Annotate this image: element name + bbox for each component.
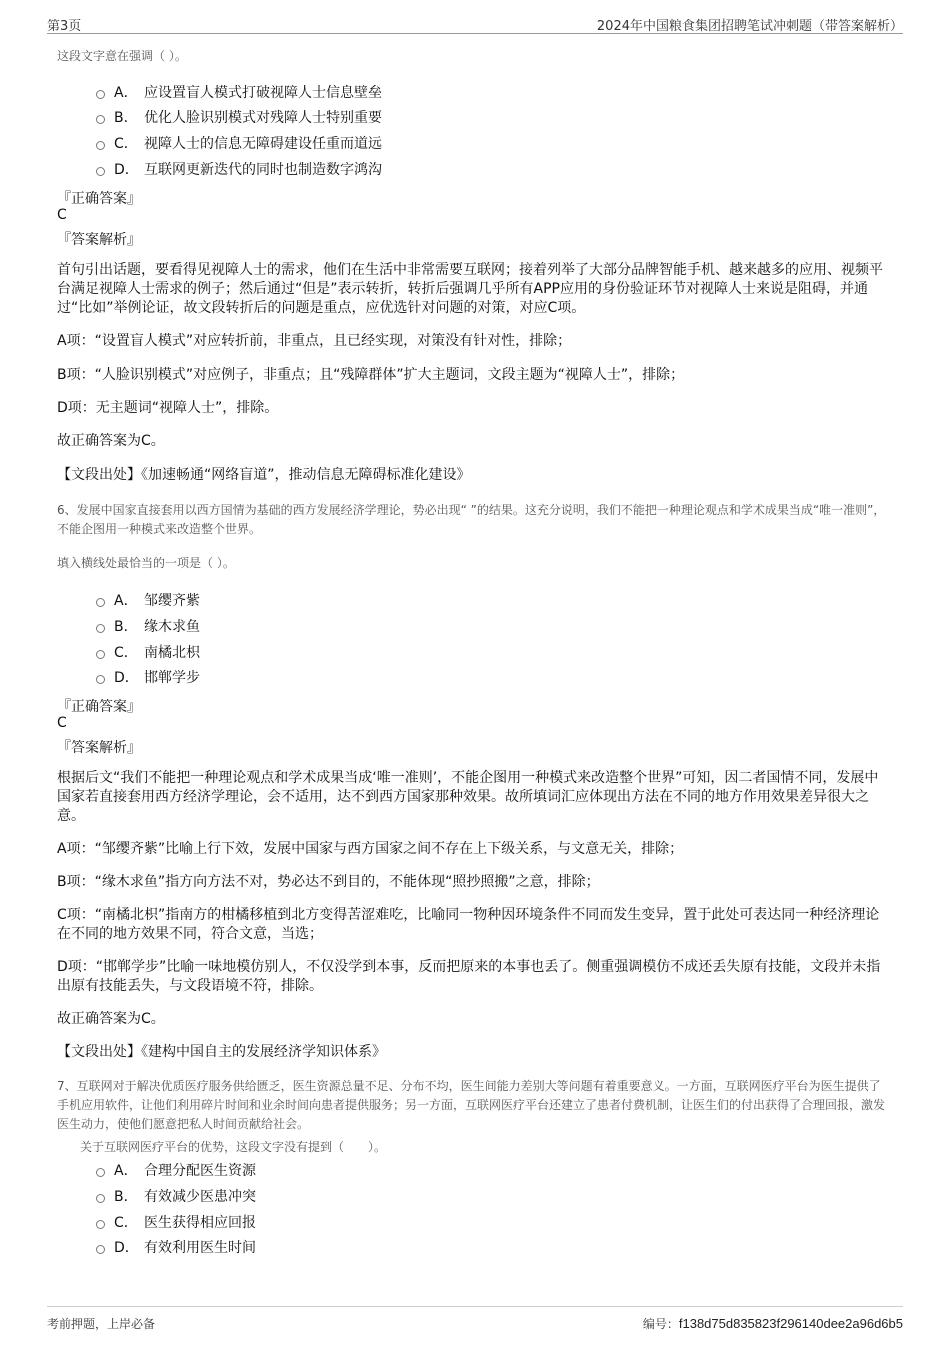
option-letter: C． xyxy=(114,1215,138,1231)
option-letter: D． xyxy=(114,162,139,178)
q5-option-b[interactable] xyxy=(96,107,382,127)
q5-analysis-label: 『答案解析』 xyxy=(57,232,141,248)
option-letter: A． xyxy=(114,1163,138,1179)
q5-answer-label: 『正确答案』 xyxy=(57,191,141,207)
q6-option-d[interactable] xyxy=(96,667,200,687)
code-label: 编号： xyxy=(642,1317,679,1331)
q6-source: 【文段出处】《建构中国自主的发展经济学知识体系》 xyxy=(57,1044,386,1060)
page-footer xyxy=(47,1306,903,1329)
q6-conclusion: 故正确答案为C。 xyxy=(57,1011,165,1027)
footer-code xyxy=(643,1315,903,1332)
q5-answer: C xyxy=(57,207,67,223)
q5-prompt: 这段文字意在强调（ ）。 xyxy=(57,49,187,63)
option-text: 缘木求鱼 xyxy=(144,619,200,635)
option-letter: A． xyxy=(114,85,138,101)
radio-icon[interactable] xyxy=(96,1220,105,1229)
q6-option-b[interactable] xyxy=(96,616,200,636)
option-letter: B． xyxy=(114,110,138,126)
q6-answer: C xyxy=(57,715,67,731)
q6-analysis-c: C项：“南橘北枳”指南方的柑橘移植到北方变得苦涩难吃，比喻同一物种因环境条件不同而发生变异，置于此处可表达同一种经济理论在不同的地方效果不同，符合文意，当选； xyxy=(57,907,880,942)
option-text: 南橘北枳 xyxy=(144,645,200,661)
q6-analysis-label: 『答案解析』 xyxy=(57,740,141,756)
q7-option-a[interactable] xyxy=(96,1160,256,1180)
q6-option-c[interactable] xyxy=(96,642,200,662)
option-letter: D． xyxy=(114,670,139,686)
radio-icon[interactable] xyxy=(96,650,105,659)
q7-stem: 7、互联网对于解决优质医疗服务供给匮乏，医生资源总量不足、分布不均，医生间能力差别大等问题有着重要意义。一方面，互联网医疗平台为医生提供了手机应用软件，让他们利用碎片时间和业余时间向患者提供服务；另一方面，互联网医疗平台还建立了患者付费机制，让医生们的付出获得了合理回报，激发医生动力，使他们愿意把私人时间贡献给社会。 xyxy=(57,1079,886,1131)
radio-icon[interactable] xyxy=(96,624,105,633)
q5-option-d[interactable] xyxy=(96,159,382,179)
option-text: 优化人脸识别模式对残障人士特别重要 xyxy=(144,110,382,126)
radio-icon[interactable] xyxy=(96,1245,105,1254)
option-text: 视障人士的信息无障碍建设任重而道远 xyxy=(144,136,382,152)
footer-slogan: 考前押题，上岸必备 xyxy=(47,1317,156,1331)
radio-icon[interactable] xyxy=(96,90,105,99)
option-letter: D． xyxy=(114,1240,139,1256)
radio-icon[interactable] xyxy=(96,1168,105,1177)
option-text: 互联网更新迭代的同时也制造数字鸿沟 xyxy=(144,162,382,178)
q5-option-a[interactable] xyxy=(96,82,382,102)
option-text: 有效利用医生时间 xyxy=(144,1240,256,1256)
q7-option-c[interactable] xyxy=(96,1212,256,1232)
q6-option-a[interactable] xyxy=(96,590,200,610)
page-header xyxy=(47,11,903,34)
q5-conclusion: 故正确答案为C。 xyxy=(57,433,165,449)
radio-icon[interactable] xyxy=(96,675,105,684)
q7-prompt: 关于互联网医疗平台的优势，这段文字没有提到（ ）。 xyxy=(80,1140,387,1154)
q6-analysis-d: D项：“邯郸学步”比喻一味地模仿别人，不仅没学到本事，反而把原来的本事也丢了。侧重强调模仿不成还丢失原有技能，文段并未指出原有技能丢失，与文段语境不符，排除。 xyxy=(57,959,881,994)
q6-analysis-a: A项：“邹缨齐紫”比喻上行下效，发展中国家与西方国家之间不存在上下级关系，与文意无关，排除； xyxy=(57,841,684,857)
radio-icon[interactable] xyxy=(96,598,105,607)
q5-analysis-a: A项：“设置盲人模式”对应转折前，非重点，且已经实现，对策没有针对性，排除； xyxy=(57,333,572,349)
q6-answer-label: 『正确答案』 xyxy=(57,699,141,715)
radio-icon[interactable] xyxy=(96,1194,105,1203)
q6-analysis-main: 根据后文“我们不能把一种理论观点和学术成果当成‘唯一准则’，不能企图用一种模式来改造整个世界”可知，因二者国情不同，发展中国家若直接套用西方经济学理论，会不适用，达不到西方国家那种效果。故所填词汇应体现出方法在不同的地方作用效果差异很大之意。 xyxy=(57,770,879,824)
q5-source: 【文段出处】《加速畅通“网络盲道”，推动信息无障碍标准化建设》 xyxy=(57,467,471,483)
option-text: 医生获得相应回报 xyxy=(144,1215,256,1231)
option-text: 应设置盲人模式打破视障人士信息壁垒 xyxy=(144,85,382,101)
option-letter: A． xyxy=(114,593,138,609)
option-letter: C． xyxy=(114,645,138,661)
option-text: 合理分配医生资源 xyxy=(144,1163,256,1179)
option-letter: B． xyxy=(114,619,138,635)
q5-option-c[interactable] xyxy=(96,133,382,153)
radio-icon[interactable] xyxy=(96,115,105,124)
q6-analysis-b: B项：“缘木求鱼”指方向方法不对，势必达不到目的，不能体现“照抄照搬”之意，排除； xyxy=(57,874,600,890)
q7-option-b[interactable] xyxy=(96,1186,256,1206)
option-text: 邯郸学步 xyxy=(144,670,200,686)
q6-prompt: 填入横线处最恰当的一项是（ ）。 xyxy=(57,556,235,570)
option-text: 有效减少医患冲突 xyxy=(144,1189,256,1205)
q5-analysis-b: B项：“人脸识别模式”对应例子，非重点；且“残障群体”扩大主题词，文段主题为“视障人士”，排除； xyxy=(57,367,685,383)
option-letter: C． xyxy=(114,136,138,152)
page-number: 第3页 xyxy=(47,19,82,34)
option-letter: B． xyxy=(114,1189,138,1205)
q7-option-d[interactable] xyxy=(96,1237,256,1257)
radio-icon[interactable] xyxy=(96,167,105,176)
document-title: 2024年中国粮食集团招聘笔试冲刺题（带答案解析） xyxy=(596,19,903,34)
radio-icon[interactable] xyxy=(96,141,105,150)
q5-analysis-d: D项：无主题词“视障人士”，排除。 xyxy=(57,400,279,416)
q5-analysis-main: 首句引出话题，要看得见视障人士的需求，他们在生活中非常需要互联网；接着列举了大部分品牌智能手机、越来越多的应用、视频平台满足视障人士需求的例子；然后通过“但是”表示转折，转折后强调几乎所有APP应用的身份验证环节对视障人士来说是阻碍，并通过“比如”举例论证，故文段转折后的问题是重点，应优选针对问题的对策，对应C项。 xyxy=(57,262,883,316)
option-text: 邹缨齐紫 xyxy=(144,593,200,609)
code-value: f138d75d835823f296140dee2a96d6b5 xyxy=(678,1316,903,1331)
q6-stem: 6、发展中国家直接套用以西方国情为基础的西方发展经济学理论，势必出现“ ”的结果。这充分说明，我们不能把一种理论观点和学术成果当成“唯一准则”，不能企图用一种模式来改造整个世界。 xyxy=(57,503,886,536)
